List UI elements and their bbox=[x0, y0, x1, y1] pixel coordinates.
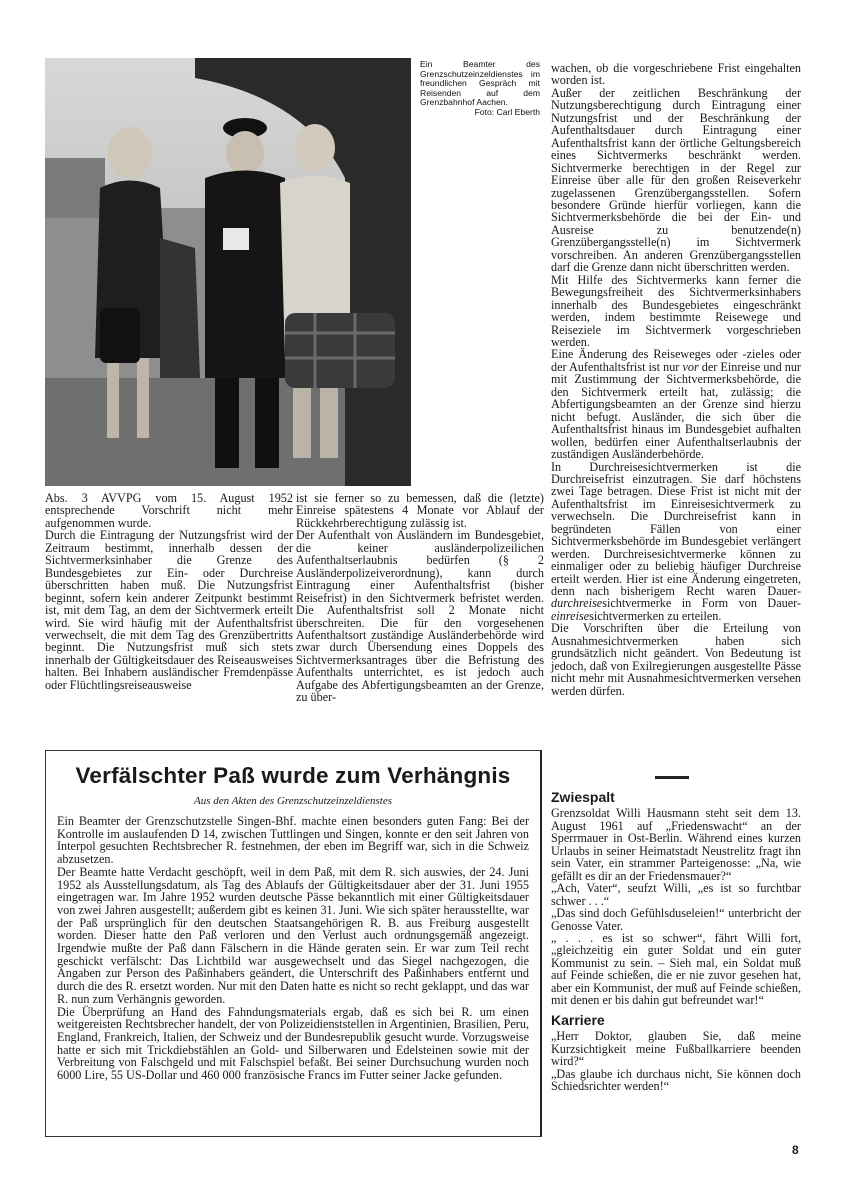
text: sichtvermerke in Form von Dauer- bbox=[602, 596, 801, 611]
photo-image bbox=[45, 58, 411, 486]
section-heading-karriere: Karriere bbox=[551, 1011, 605, 1028]
paragraph: Der Aufenthalt von Ausländern im Bundesgebiet, die keiner ausländerpolizeilichen Aufenthaltserlaubnis bedürfen (§ 2 Ausländerpolizeiverordnung), kann durch Eintragung einer Aufenthaltsfrist (bisher Reisefrist) in den Sichtvermerk befristet werden. Die Aufenthaltsfrist soll 2 Monate nicht überschreiten. Die für den vorgesehenen Aufenthaltsort zuständige Ausländerbehörde wird zwar durch Übersendung eines Doppels des Sichtvermerksantrages über die Befristung des Aufenthalts unterrichtet, es ist jedoch auch Aufgabe des Abfertigungsbeamten an der Grenze, zu über- bbox=[296, 528, 544, 705]
left-column bbox=[45, 492, 293, 691]
caption-text: Ein Beamter des Grenzschutzeinzeldienstes im freundlichen Gespräch mit Reisenden auf dem Grenzbahnhof Aachen. bbox=[420, 59, 540, 108]
text: der Einreise und nur mit Zustimmung der Sichtvermerksbehörde, die den Sichtvermerk erteilt hat, zulässig; die Abfertigungsbeamten an der Grenze sind hierzu nicht befugt. Ausländer, die sich über die Aufenthaltsfrist hinaus im Bundesgebiet aufhalten wollen, bedürfen einer Aufenthaltserlaubnis der zuständigen Ausländerbehörde. bbox=[551, 359, 801, 462]
boxed-article bbox=[45, 750, 542, 1137]
text: sichtvermerken zu erteilen. bbox=[589, 608, 722, 623]
right-column bbox=[551, 62, 801, 697]
section-divider bbox=[655, 776, 689, 779]
paragraph: wachen, ob die vorgeschriebene Frist eingehalten worden ist. bbox=[551, 61, 801, 88]
paragraph bbox=[551, 461, 801, 623]
section-heading-zwiespalt: Zwiespalt bbox=[551, 789, 615, 805]
text: In Durchreisesichtvermerken ist die Durchreisefrist einzutragen. Sie darf höchstens zwei Tage betragen. Diese Frist ist nicht mit der Aufenthaltsfrist im Einreisesichtvermerk zu verwechseln. Die Durchreisefrist kann in begründeten Fällen von einer Sichtvermerksbehörde im Bundesgebiet verlängert werden. Durchreisesichtvermerke können zu einmaliger oder zu beliebig häufiger Durchreise erteilt werden. Hier ist eine Änderung eingetreten, denn nach bisherigem Recht waren Dauer- bbox=[551, 459, 801, 599]
paragraph: Durch die Eintragung der Nutzungsfrist wird der Zeitraum bestimmt, innerhalb dessen der Sichtvermerksinhaber die Grenze des Bundesgebietes zur Ein- oder Durchreise überschritten haben muß. Die Nutzungsfrist beginnt, sofern kein anderer Zeitpunkt bestimmt ist, mit dem Tag, an dem der Sichtvermerk erteilt wird. Sie wird häufig mit der Aufenthaltsfrist verwechselt, die mit dem Tag des Grenzübertritts beginnt. Die Nutzungsfrist muß sich stets innerhalb der Gültigkeitsdauer des Reiseausweises halten. Bei Inhabern ausländischer Fremdenpässe oder Flüchtlingsreiseausweise bbox=[45, 528, 293, 692]
paragraph bbox=[551, 348, 801, 460]
paragraph: Die Überprüfung an Hand des Fahndungsmaterials ergab, daß es sich bei R. um einen weitgereisten Rechtsbrecher handelt, der von Polizeidienststellen in Argentinien, Brasilien, Peru, England, Frankreich, Italien, der Schweiz und der Bundesrepublik gesucht wurde. Vorzugsweise hatte er sich mit Trickdiebstählen an Gold- und Silberwaren und Edelsteinen sowie mit der Verbreitung von Falschgeld und mit Falschspiel befaßt. Bei seiner Durchsuchung wurden noch 6000 Lire, 55 US-Dollar und 460 000 französische Francs im Futter seiner Jacke gefunden. bbox=[57, 1004, 529, 1083]
paragraph: „ . . . es ist so schwer“, fährt Willi fort, „gleichzeitig ein guter Soldat und ein guter Kommunist zu sein. – Sieh mal, ein Soldat muß auf Feinde schießen, die er nie zuvor gesehen hat, aber ein Kommunist, der muß auf Feinde schießen, mit denen er bis dahin gut befreundet war!“ bbox=[551, 930, 801, 1008]
paragraph: „Das glaube ich durchaus nicht, Sie können doch Schiedsrichter werden!“ bbox=[551, 1066, 801, 1093]
emphasis: vor bbox=[682, 359, 699, 374]
paragraph: Abs. 3 AVVPG vom 15. August 1952 entsprechende Vorschrift nicht mehr aufgenommen wurde. bbox=[45, 491, 293, 530]
photo-border-officer-with-travelers bbox=[45, 58, 411, 486]
paragraph: Die Vorschriften über die Erteilung von Ausnahmesichtvermerken haben sich grundsätzlich nicht geändert. Von Bedeutung ist jedoch, daß von Exilregierungen ausgestellte Pässe nicht mehr mit Ausnahmesichtvermerken versehen werden dürfen. bbox=[551, 621, 801, 698]
paragraph: Grenzsoldat Willi Hausmann steht seit dem 13. August 1961 auf „Friedenswacht“ an der Sperrmauer in Ost-Berlin. Während eines kurzen Urlaubs in seiner Heimatstadt Neustrelitz fragt ihn sein Vater, ein strammer Parteigenosse: „Na, wie gefällt es dir an der Friedensmauer?“ bbox=[551, 806, 801, 883]
text: Eine Änderung des Reiseweges oder -zieles oder der Aufenthaltsfrist ist nur bbox=[551, 347, 801, 374]
paragraph: Mit Hilfe des Sichtvermerks kann ferner die Bewegungsfreiheit des Sichtvermerksinhabers innerhalb des Bundesgebietes eingeschränkt werden, indem bestimmte Reisewege und Reiseziele im Sichtvermerk vorgeschrieben werden. bbox=[551, 272, 801, 349]
paragraph: „Herr Doktor, glauben Sie, daß meine Kurzsichtigkeit meine Fußballkarriere beenden wird?“ bbox=[551, 1029, 801, 1069]
middle-column bbox=[296, 492, 544, 704]
article-subtitle: Aus den Akten des Grenzschutzeinzeldienstes bbox=[194, 795, 392, 807]
paragraph: „Das sind doch Gefühlsduseleien!“ unterbricht der Genosse Vater. bbox=[551, 906, 801, 933]
photo-caption bbox=[420, 60, 540, 118]
emphasis: durchreise bbox=[551, 596, 603, 611]
paragraph: Außer der zeitlichen Beschränkung der Nutzungsberechtigung durch Eintragung einer Nutzungsfrist und der Beschränkung der Aufenthaltsdauer durch Eintragung einer Aufenthaltsfrist kann der örtliche Geltungsbereich eines Sichtvermerks beschränkt werden. Sichtvermerke berechtigen in der Regel zur Einreise über alle für den großen Reiseverkehr zugelassenen Grenzübergangsstellen. Sofern besondere Gründe hierfür vorliegen, kann die Sichtvermerksbehörde die bei der Ein- und Ausreise zu benutzende(n) Grenzübergangsstelle(n) im Sichtvermerk vorschreiben. An anderen Grenzübergangsstellen darf die Grenze dann nicht überschritten werden. bbox=[551, 85, 801, 275]
anecdotes-column bbox=[551, 791, 801, 1092]
article-title: Verfälschter Paß wurde zum Verhängnis bbox=[75, 763, 511, 788]
emphasis: einreise bbox=[551, 608, 590, 623]
article-body bbox=[57, 815, 529, 1082]
page-number: 8 bbox=[792, 1143, 799, 1157]
paragraph: „Ach, Vater“, seufzt Willi, „es ist so furchtbar schwer . . .“ bbox=[551, 881, 801, 908]
photo-credit: Foto: Carl Eberth bbox=[474, 106, 540, 117]
paragraph: Ein Beamter der Grenzschutzstelle Singen-Bhf. machte einen besonders guten Fang: Bei der Kontrolle im auslaufenden D 14, zwischen Tuttlingen und Singen, konnte er den seit Jahren von Interpol gesuchten Rechtsbrecher R. festnehmen, der eben im Begriff war, sich in die Schweiz abzusetzen. bbox=[57, 814, 529, 867]
paragraph: ist sie ferner so zu bemessen, daß die (letzte) Einreise spätestens 4 Monate vor Ablauf der Rückkehrberechtigung zulässig ist. bbox=[296, 491, 544, 530]
paragraph: Der Beamte hatte Verdacht geschöpft, weil in dem Paß, mit dem R. sich auswies, der 24. Juni 1952 als Ausstellungsdatum, als Tag des Ablaufs der Gültigkeitsdauer aber der 31. Juni 1955 eingetragen war. Im Jahre 1952 wurden deutsche Pässe bekanntlich mit einer Gültigkeitsdauer von zwei Jahren ausgestellt; außerdem gibt es keinen 31. Juni. Wie sich später herausstellte, war der Paß ursprünglich für den deutschen Staatsangehörigen R. B. aus Freiburg ausgestellt worden. Dieser hatte den Paß verloren und den Verlust auch ordnungsgemäß angezeigt. Irgendwie mußte der Paß dann Fälschern in die Hände geraten sein. Er war zum Teil recht geschickt verfälscht: Das Lichtbild war ausgewechselt und das Siegel nachgezogen, die Angaben zur Person des Paßinhabers geändert, die Unterschrift des Paßinhabers entfernt und durch die des R. ersetzt worden. Nur mit den Daten hatte es nicht so recht geklappt, und das war R. nun zum Verhängnis geworden. bbox=[57, 864, 529, 1006]
